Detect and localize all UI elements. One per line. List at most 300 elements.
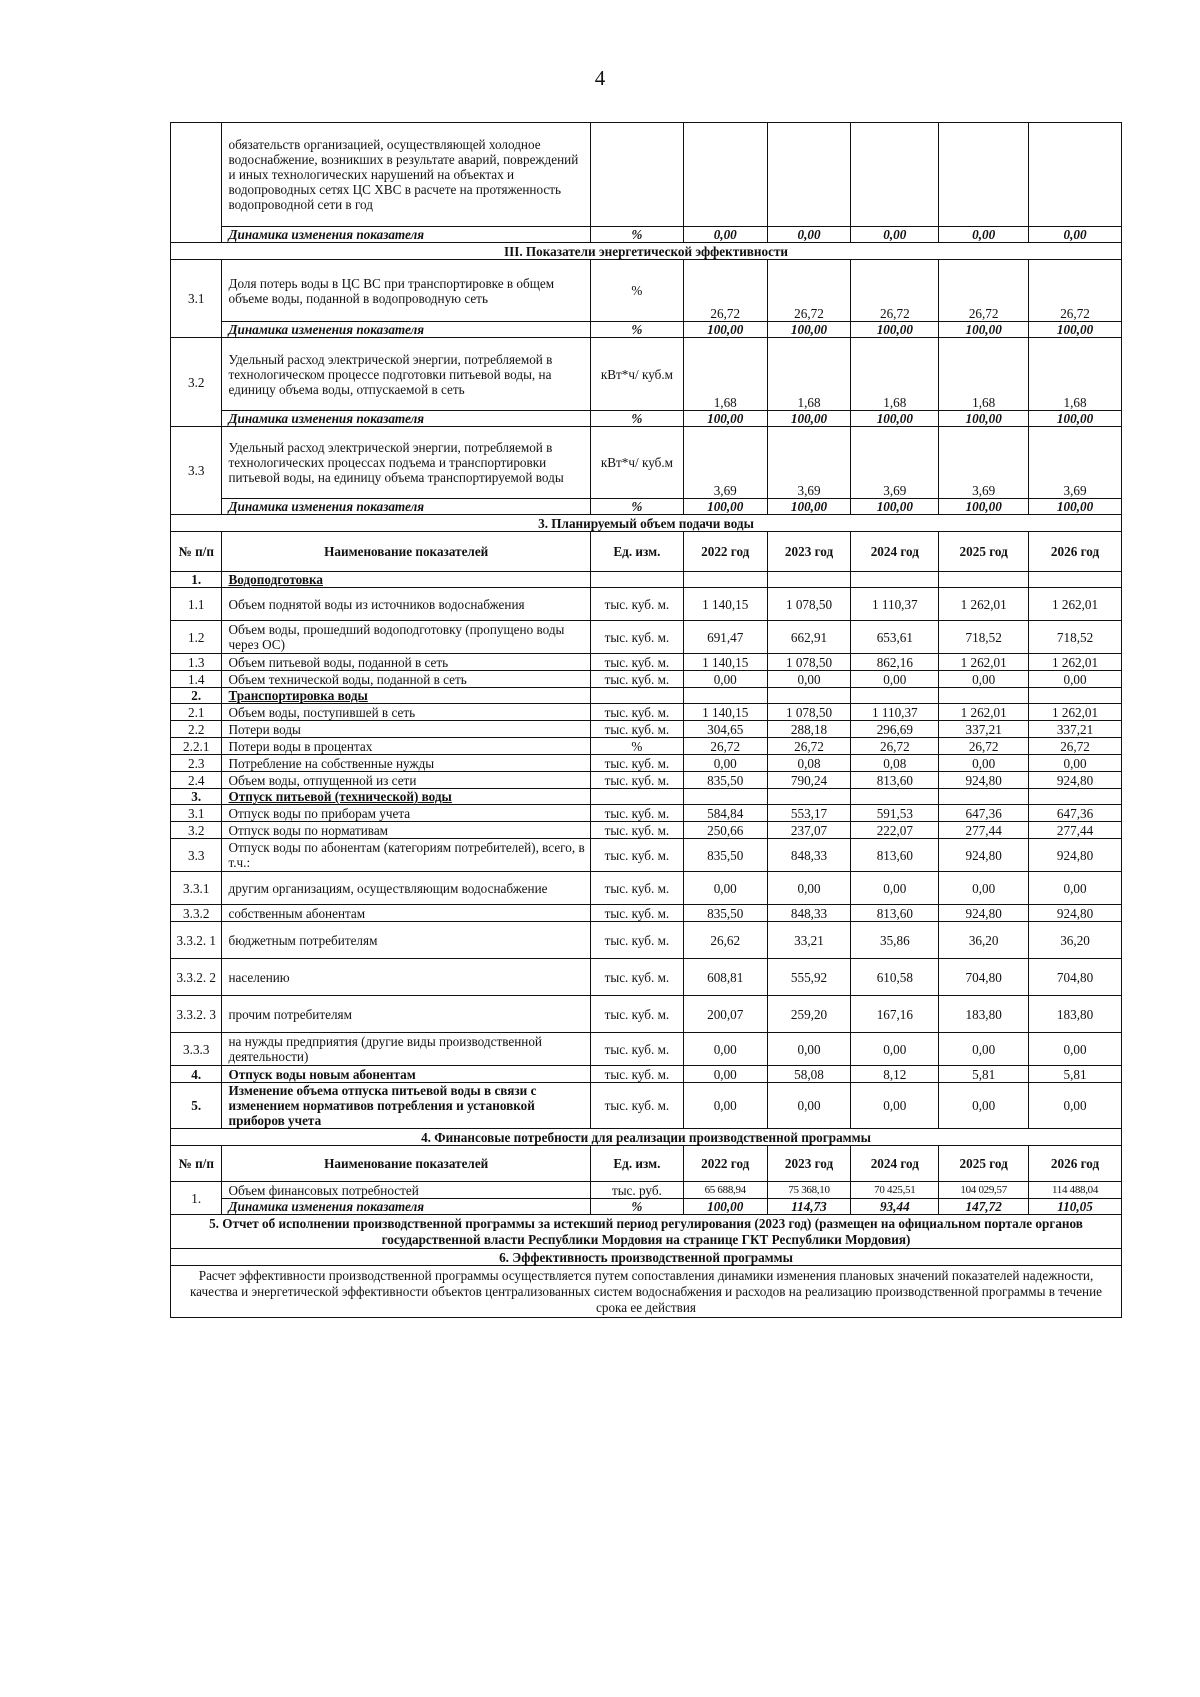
value-cell-2023: 0,00: [767, 1033, 851, 1066]
value-cell-2023: 259,20: [767, 996, 851, 1033]
column-header-name: Наименование показателей: [222, 1146, 590, 1182]
continuation-row: [171, 123, 1122, 227]
indicator-name: Объем поднятой воды из источников водоснабжения: [222, 588, 590, 621]
value-cell-2023: 33,21: [767, 922, 851, 959]
unit-cell: тыс. куб. м.: [590, 1066, 683, 1083]
column-header-year: 2025 год: [939, 1146, 1029, 1182]
program-table-body: [171, 123, 1122, 1318]
value-cell-2022: 1 140,15: [683, 654, 767, 671]
value-cell-2024: [851, 123, 939, 227]
value-cell-2026: 337,21: [1029, 721, 1122, 738]
unit-cell: [590, 789, 683, 805]
unit-cell: %: [590, 1199, 683, 1215]
unit-cell: тыс. куб. м.: [590, 822, 683, 839]
value-cell-2026: 114 488,04: [1029, 1182, 1122, 1199]
value-cell-2025: 26,72: [939, 738, 1029, 755]
value-cell-2024: 1 110,37: [851, 588, 939, 621]
value-cell-2023: 100,00: [767, 499, 851, 515]
energy-row: [171, 338, 1122, 411]
unit-cell: тыс. куб. м.: [590, 704, 683, 721]
value-cell-2025: 0,00: [939, 872, 1029, 905]
row-number: 1.3: [171, 654, 222, 671]
value-cell-2022: 1 140,15: [683, 704, 767, 721]
value-cell-2025: 104 029,57: [939, 1182, 1029, 1199]
value-cell-2024: 26,72: [851, 738, 939, 755]
value-cell-2022: 304,65: [683, 721, 767, 738]
value-cell-2022: 835,50: [683, 772, 767, 789]
column-header-year: 2024 год: [851, 532, 939, 572]
value-cell-2026: 1 262,01: [1029, 588, 1122, 621]
indicator-name: обязательств организацией, осуществляющей холодное водоснабжение, возникших в результате аварий, повреждений и иных технологических нарушений на объектах и водопроводных сетях ЦС ХВС в расчете на протяженность водопроводной сети в год: [222, 123, 590, 227]
indicator-name: Изменение объема отпуска питьевой воды в связи с изменением нормативов потребления и установкой приборов учета: [222, 1083, 590, 1129]
value-cell-2024: 0,00: [851, 227, 939, 243]
dynamics-label: Динамика изменения показателя: [222, 499, 590, 515]
value-cell-2026: 5,81: [1029, 1066, 1122, 1083]
value-cell-2022: 0,00: [683, 755, 767, 772]
unit-cell: тыс. руб.: [590, 1182, 683, 1199]
value-cell-2023: 288,18: [767, 721, 851, 738]
value-cell-2024: 222,07: [851, 822, 939, 839]
indicator-name: Отпуск воды новым абонентам: [222, 1066, 590, 1083]
dynamics-label: Динамика изменения показателя: [222, 227, 590, 243]
column-header-year: 2022 год: [683, 1146, 767, 1182]
value-cell-2022: 65 688,94: [683, 1182, 767, 1199]
value-cell-2022: 0,00: [683, 1033, 767, 1066]
value-cell-2022: 3,69: [683, 427, 767, 499]
unit-cell: %: [590, 322, 683, 338]
unit-cell: тыс. куб. м.: [590, 996, 683, 1033]
table-row: [171, 822, 1122, 839]
value-cell-2022: 26,72: [683, 738, 767, 755]
value-cell-2022: 0,00: [683, 227, 767, 243]
value-cell-2026: 0,00: [1029, 227, 1122, 243]
section-title: 3. Планируемый объем подачи воды: [171, 515, 1122, 532]
value-cell-2025: 0,00: [939, 1033, 1029, 1066]
column-header-year: 2023 год: [767, 1146, 851, 1182]
group-name: Отпуск питьевой (технической) воды: [222, 789, 590, 805]
unit-cell: %: [590, 227, 683, 243]
energy-row: [171, 260, 1122, 322]
row-number: 3.3.2. 3: [171, 996, 222, 1033]
value-cell-2024: 100,00: [851, 499, 939, 515]
value-cell-2024: 296,69: [851, 721, 939, 738]
unit-cell: тыс. куб. м.: [590, 905, 683, 922]
indicator-name: Объем воды, прошедший водоподготовку (пропущено воды через ОС): [222, 621, 590, 654]
value-cell-2026: 36,20: [1029, 922, 1122, 959]
value-cell-2026: 0,00: [1029, 1033, 1122, 1066]
value-cell-2025: 277,44: [939, 822, 1029, 839]
value-cell-2024: [851, 572, 939, 588]
table-row: [171, 721, 1122, 738]
value-cell-2026: 110,05: [1029, 1199, 1122, 1215]
group-name: Водоподготовка: [222, 572, 590, 588]
value-cell-2024: 862,16: [851, 654, 939, 671]
unit-cell: %: [590, 411, 683, 427]
unit-cell: тыс. куб. м.: [590, 805, 683, 822]
row-number: 2.3: [171, 755, 222, 772]
dynamics-row: [171, 499, 1122, 515]
value-cell-2025: 924,80: [939, 905, 1029, 922]
unit-cell: тыс. куб. м.: [590, 872, 683, 905]
dynamics-row: [171, 227, 1122, 243]
unit-cell: тыс. куб. м.: [590, 671, 683, 688]
unit-cell: тыс. куб. м.: [590, 959, 683, 996]
value-cell-2024: 26,72: [851, 260, 939, 322]
program-table: [170, 122, 1122, 1318]
unit-cell: тыс. куб. м.: [590, 588, 683, 621]
table-row: [171, 738, 1122, 755]
value-cell-2025: [939, 572, 1029, 588]
value-cell-2026: 26,72: [1029, 738, 1122, 755]
value-cell-2025: 36,20: [939, 922, 1029, 959]
unit-cell: тыс. куб. м.: [590, 1083, 683, 1129]
value-cell-2024: 813,60: [851, 839, 939, 872]
unit-cell: кВт*ч/ куб.м: [590, 427, 683, 499]
value-cell-2026: 0,00: [1029, 872, 1122, 905]
value-cell-2024: 1 110,37: [851, 704, 939, 721]
indicator-name: Отпуск воды по приборам учета: [222, 805, 590, 822]
table-row: [171, 772, 1122, 789]
row-number: 1.4: [171, 671, 222, 688]
value-cell-2025: 1,68: [939, 338, 1029, 411]
value-cell-2024: 591,53: [851, 805, 939, 822]
value-cell-2024: [851, 688, 939, 704]
unit-cell: %: [590, 499, 683, 515]
value-cell-2024: 0,00: [851, 671, 939, 688]
header-row: [171, 1146, 1122, 1182]
indicator-name: Удельный расход электрической энергии, потребляемой в технологическом процессе подготовки питьевой воды, на единицу объема воды, отпускаемой в сеть: [222, 338, 590, 411]
value-cell-2026: 704,80: [1029, 959, 1122, 996]
value-cell-2025: 100,00: [939, 322, 1029, 338]
indicator-name: на нужды предприятия (другие виды производственной деятельности): [222, 1033, 590, 1066]
value-cell-2024: 0,00: [851, 872, 939, 905]
value-cell-2022: 100,00: [683, 499, 767, 515]
column-header-number: № п/п: [171, 1146, 222, 1182]
dynamics-label: Динамика изменения показателя: [222, 1199, 590, 1215]
row-number: 3.3.3: [171, 1033, 222, 1066]
unit-cell: %: [590, 260, 683, 322]
group-row: [171, 789, 1122, 805]
value-cell-2026: [1029, 572, 1122, 588]
dynamics-row: [171, 411, 1122, 427]
row-number: 2.2.1: [171, 738, 222, 755]
value-cell-2023: 0,00: [767, 872, 851, 905]
dynamics-label: Динамика изменения показателя: [222, 322, 590, 338]
value-cell-2023: 790,24: [767, 772, 851, 789]
header-row: [171, 532, 1122, 572]
table-row: [171, 654, 1122, 671]
value-cell-2026: 0,00: [1029, 1083, 1122, 1129]
table-row: [171, 1033, 1122, 1066]
value-cell-2024: 813,60: [851, 905, 939, 922]
table-row: [171, 755, 1122, 772]
value-cell-2025: 718,52: [939, 621, 1029, 654]
value-cell-2026: 100,00: [1029, 499, 1122, 515]
section-title-row: [171, 243, 1122, 260]
value-cell-2026: [1029, 688, 1122, 704]
unit-cell: [590, 123, 683, 227]
value-cell-2025: 26,72: [939, 260, 1029, 322]
value-cell-2022: [683, 123, 767, 227]
value-cell-2023: 848,33: [767, 839, 851, 872]
value-cell-2024: 653,61: [851, 621, 939, 654]
unit-cell: [590, 572, 683, 588]
value-cell-2025: 1 262,01: [939, 704, 1029, 721]
value-cell-2024: 0,00: [851, 1033, 939, 1066]
value-cell-2023: 0,08: [767, 755, 851, 772]
value-cell-2024: 167,16: [851, 996, 939, 1033]
row-number: 3.3.2: [171, 905, 222, 922]
value-cell-2025: 1 262,01: [939, 654, 1029, 671]
value-cell-2026: 277,44: [1029, 822, 1122, 839]
row-number: [171, 123, 222, 243]
value-cell-2024: 3,69: [851, 427, 939, 499]
indicator-name: Потребление на собственные нужды: [222, 755, 590, 772]
value-cell-2026: 1,68: [1029, 338, 1122, 411]
value-cell-2024: 35,86: [851, 922, 939, 959]
value-cell-2023: 662,91: [767, 621, 851, 654]
row-number: 3.2: [171, 822, 222, 839]
unit-cell: тыс. куб. м.: [590, 1033, 683, 1066]
value-cell-2026: 1 262,01: [1029, 704, 1122, 721]
row-number: 3.2: [171, 338, 222, 427]
row-number: 3.3.2. 1: [171, 922, 222, 959]
value-cell-2026: 183,80: [1029, 996, 1122, 1033]
table-row: [171, 922, 1122, 959]
row-number: 2.1: [171, 704, 222, 721]
column-header-unit: Ед. изм.: [590, 1146, 683, 1182]
value-cell-2022: 0,00: [683, 872, 767, 905]
efficiency-text-row: [171, 1266, 1122, 1318]
column-header-year: 2026 год: [1029, 1146, 1122, 1182]
indicator-name: населению: [222, 959, 590, 996]
value-cell-2024: 813,60: [851, 772, 939, 789]
value-cell-2022: 250,66: [683, 822, 767, 839]
value-cell-2024: 100,00: [851, 322, 939, 338]
value-cell-2022: 691,47: [683, 621, 767, 654]
value-cell-2024: 0,08: [851, 755, 939, 772]
value-cell-2025: 924,80: [939, 839, 1029, 872]
value-cell-2024: 100,00: [851, 411, 939, 427]
value-cell-2022: [683, 688, 767, 704]
unit-cell: тыс. куб. м.: [590, 654, 683, 671]
value-cell-2025: 100,00: [939, 411, 1029, 427]
value-cell-2022: 584,84: [683, 805, 767, 822]
table-row: [171, 805, 1122, 822]
value-cell-2022: 835,50: [683, 839, 767, 872]
row-number: 4.: [171, 1066, 222, 1083]
efficiency-text: Расчет эффективности производственной программы осуществляется путем сопоставления динамики изменения плановых значений показателей надежности, качества и энергетической эффективности объектов централизованных систем водоснабжения и расходов на реализацию производственной программы в течение срока ее действия: [171, 1266, 1122, 1318]
value-cell-2023: 100,00: [767, 322, 851, 338]
row-number: 3.3.1: [171, 872, 222, 905]
value-cell-2022: [683, 789, 767, 805]
value-cell-2026: 924,80: [1029, 905, 1122, 922]
table-row: [171, 839, 1122, 872]
value-cell-2023: 100,00: [767, 411, 851, 427]
value-cell-2023: [767, 572, 851, 588]
unit-cell: тыс. куб. м.: [590, 922, 683, 959]
indicator-name: прочим потребителям: [222, 996, 590, 1033]
column-header-year: 2022 год: [683, 532, 767, 572]
value-cell-2025: 337,21: [939, 721, 1029, 738]
value-cell-2022: 200,07: [683, 996, 767, 1033]
value-cell-2022: 608,81: [683, 959, 767, 996]
indicator-name: Отпуск воды по абонентам (категориям потребителей), всего, в т.ч.:: [222, 839, 590, 872]
indicator-name: Доля потерь воды в ЦС ВС при транспортировке в общем объеме воды, поданной в водопроводную сеть: [222, 260, 590, 322]
value-cell-2026: [1029, 789, 1122, 805]
value-cell-2023: 553,17: [767, 805, 851, 822]
indicator-name: Потери воды в процентах: [222, 738, 590, 755]
value-cell-2023: 58,08: [767, 1066, 851, 1083]
value-cell-2022: 26,62: [683, 922, 767, 959]
row-number: 3.: [171, 789, 222, 805]
group-row: [171, 688, 1122, 704]
value-cell-2022: 0,00: [683, 1083, 767, 1129]
unit-cell: кВт*ч/ куб.м: [590, 338, 683, 411]
value-cell-2025: 3,69: [939, 427, 1029, 499]
indicator-name: Объем финансовых потребностей: [222, 1182, 590, 1199]
value-cell-2025: 5,81: [939, 1066, 1029, 1083]
value-cell-2024: 0,00: [851, 1083, 939, 1129]
value-cell-2024: 93,44: [851, 1199, 939, 1215]
value-cell-2023: 1,68: [767, 338, 851, 411]
finance-row: [171, 1182, 1122, 1199]
unit-cell: %: [590, 738, 683, 755]
table-row: [171, 996, 1122, 1033]
value-cell-2023: 75 368,10: [767, 1182, 851, 1199]
indicator-name: Объем технической воды, поданной в сеть: [222, 671, 590, 688]
value-cell-2023: 3,69: [767, 427, 851, 499]
value-cell-2023: 1 078,50: [767, 704, 851, 721]
value-cell-2026: 1 262,01: [1029, 654, 1122, 671]
value-cell-2022: 26,72: [683, 260, 767, 322]
row-number: 1.: [171, 1182, 222, 1215]
value-cell-2026: 647,36: [1029, 805, 1122, 822]
indicator-name: Отпуск воды по нормативам: [222, 822, 590, 839]
value-cell-2026: [1029, 123, 1122, 227]
table-row: [171, 704, 1122, 721]
section-title: 6. Эффективность производственной программы: [171, 1249, 1122, 1266]
value-cell-2024: 610,58: [851, 959, 939, 996]
value-cell-2025: 147,72: [939, 1199, 1029, 1215]
table-row: [171, 588, 1122, 621]
value-cell-2025: 647,36: [939, 805, 1029, 822]
report-title: 5. Отчет об исполнении производственной программы за истекший период регулирования (2023 год) (размещен на официальном портале органов государственной власти Республики Мордовия на странице ГКТ Республики Мордовия): [171, 1215, 1122, 1249]
value-cell-2026: 100,00: [1029, 411, 1122, 427]
section-title: 4. Финансовые потребности для реализации производственной программы: [171, 1129, 1122, 1146]
value-cell-2026: 26,72: [1029, 260, 1122, 322]
unit-cell: тыс. куб. м.: [590, 772, 683, 789]
value-cell-2025: 0,00: [939, 671, 1029, 688]
unit-cell: тыс. куб. м.: [590, 621, 683, 654]
section-title: III. Показатели энергетической эффективности: [171, 243, 1122, 260]
value-cell-2022: 100,00: [683, 322, 767, 338]
value-cell-2023: [767, 789, 851, 805]
value-cell-2023: 114,73: [767, 1199, 851, 1215]
column-header-year: 2024 год: [851, 1146, 939, 1182]
row-number: 3.3: [171, 427, 222, 515]
value-cell-2023: 26,72: [767, 738, 851, 755]
value-cell-2025: 0,00: [939, 1083, 1029, 1129]
value-cell-2025: 183,80: [939, 996, 1029, 1033]
unit-cell: тыс. куб. м.: [590, 755, 683, 772]
unit-cell: [590, 688, 683, 704]
value-cell-2022: 835,50: [683, 905, 767, 922]
indicator-name: Объем воды, отпущенной из сети: [222, 772, 590, 789]
value-cell-2024: [851, 789, 939, 805]
value-cell-2022: 100,00: [683, 1199, 767, 1215]
row-number: 3.3.2. 2: [171, 959, 222, 996]
value-cell-2023: 848,33: [767, 905, 851, 922]
indicator-name: Объем питьевой воды, поданной в сеть: [222, 654, 590, 671]
value-cell-2022: 1,68: [683, 338, 767, 411]
value-cell-2025: 0,00: [939, 755, 1029, 772]
row-number: 2.: [171, 688, 222, 704]
row-number: 3.1: [171, 260, 222, 338]
value-cell-2026: 924,80: [1029, 839, 1122, 872]
value-cell-2025: 1 262,01: [939, 588, 1029, 621]
value-cell-2023: 0,00: [767, 671, 851, 688]
indicator-name: Объем воды, поступившей в сеть: [222, 704, 590, 721]
value-cell-2022: 100,00: [683, 411, 767, 427]
value-cell-2024: 70 425,51: [851, 1182, 939, 1199]
row-number: 2.4: [171, 772, 222, 789]
value-cell-2026: 100,00: [1029, 322, 1122, 338]
section-title-row: [171, 515, 1122, 532]
value-cell-2024: 8,12: [851, 1066, 939, 1083]
column-header-number: № п/п: [171, 532, 222, 572]
indicator-name: бюджетным потребителям: [222, 922, 590, 959]
indicator-name: Удельный расход электрической энергии, потребляемой в технологических процессах подъема и транспортировки питьевой воды, на единицу объема транспортируемой воды: [222, 427, 590, 499]
value-cell-2023: [767, 688, 851, 704]
row-number: 5.: [171, 1083, 222, 1129]
group-name: Транспортировка воды: [222, 688, 590, 704]
report-row: [171, 1215, 1122, 1249]
value-cell-2022: 0,00: [683, 671, 767, 688]
group-row: [171, 572, 1122, 588]
table-row: [171, 959, 1122, 996]
row-number: 1.: [171, 572, 222, 588]
column-header-unit: Ед. изм.: [590, 532, 683, 572]
dynamics-row: [171, 322, 1122, 338]
value-cell-2025: [939, 688, 1029, 704]
value-cell-2025: 924,80: [939, 772, 1029, 789]
row-number: 3.1: [171, 805, 222, 822]
value-cell-2026: 3,69: [1029, 427, 1122, 499]
dynamics-row: [171, 1199, 1122, 1215]
value-cell-2025: [939, 789, 1029, 805]
unit-cell: тыс. куб. м.: [590, 839, 683, 872]
value-cell-2023: [767, 123, 851, 227]
row-number: 1.2: [171, 621, 222, 654]
value-cell-2023: 0,00: [767, 227, 851, 243]
column-header-year: 2025 год: [939, 532, 1029, 572]
value-cell-2025: [939, 123, 1029, 227]
value-cell-2025: 704,80: [939, 959, 1029, 996]
value-cell-2023: 26,72: [767, 260, 851, 322]
value-cell-2023: 555,92: [767, 959, 851, 996]
value-cell-2026: 0,00: [1029, 755, 1122, 772]
value-cell-2026: 0,00: [1029, 671, 1122, 688]
unit-cell: тыс. куб. м.: [590, 721, 683, 738]
row-number: 2.2: [171, 721, 222, 738]
value-cell-2023: 1 078,50: [767, 588, 851, 621]
value-cell-2024: 1,68: [851, 338, 939, 411]
value-cell-2023: 237,07: [767, 822, 851, 839]
value-cell-2026: 718,52: [1029, 621, 1122, 654]
value-cell-2026: 924,80: [1029, 772, 1122, 789]
value-cell-2022: 1 140,15: [683, 588, 767, 621]
